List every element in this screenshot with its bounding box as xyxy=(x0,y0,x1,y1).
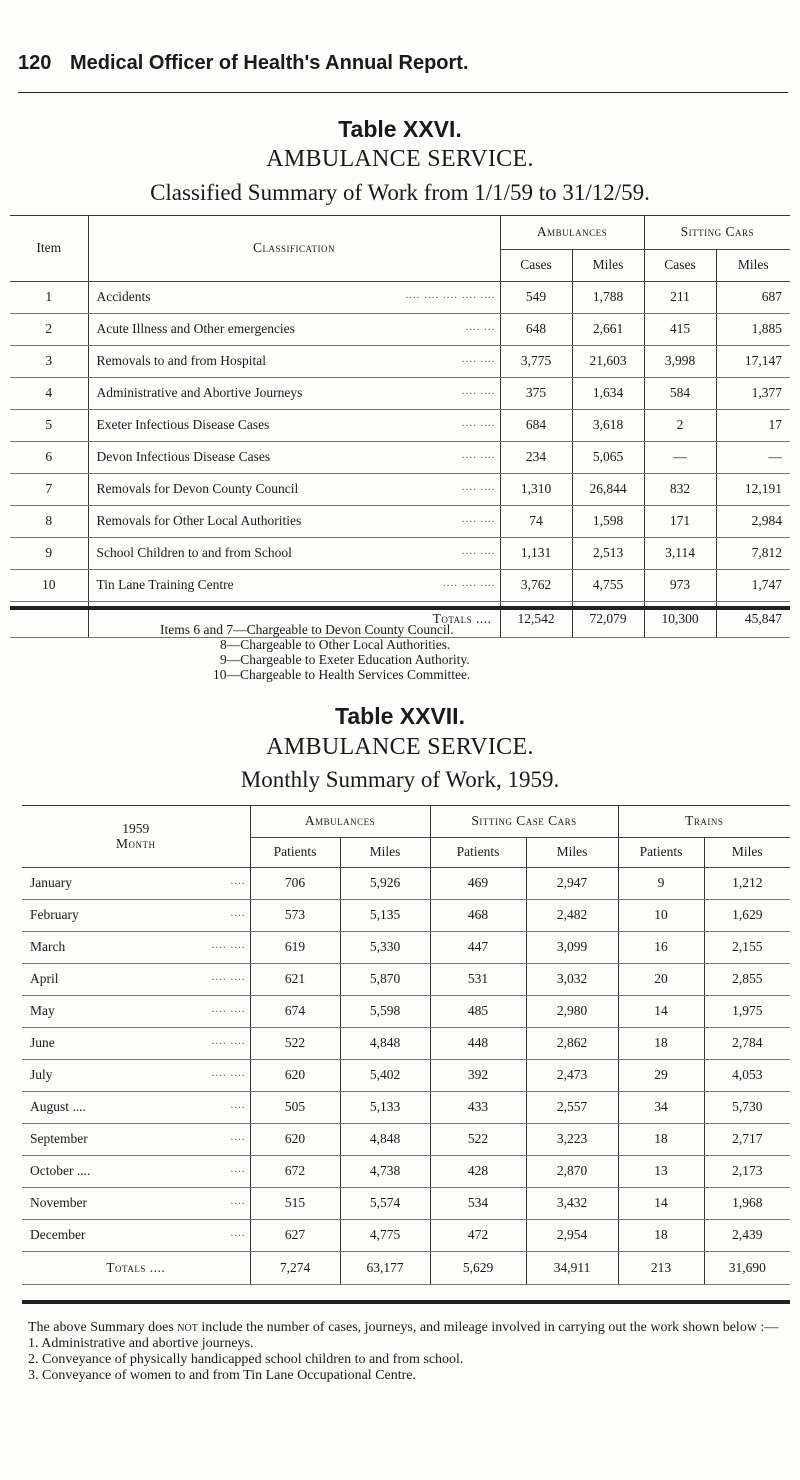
sc-miles-cell: 2,954 xyxy=(526,1219,618,1251)
sc-miles-cell: 1,885 xyxy=(716,313,790,345)
sc-patients-cell: 534 xyxy=(430,1187,526,1219)
tr-miles-cell: 1,629 xyxy=(704,899,790,931)
col-sc-miles-header: Miles xyxy=(716,249,790,281)
amb-miles-cell: 5,598 xyxy=(340,995,430,1027)
amb-miles-cell: 2,661 xyxy=(572,313,644,345)
classification-cell xyxy=(88,313,500,345)
sc-cases-cell: — xyxy=(644,441,716,473)
col-ambulances-header: Ambulances xyxy=(500,215,644,249)
col-amb-patients-header: Patients xyxy=(250,837,340,867)
tr-miles-cell: 2,717 xyxy=(704,1123,790,1155)
sc-miles-cell: 17 xyxy=(716,409,790,441)
table2-row xyxy=(22,1187,790,1219)
table1-row xyxy=(10,569,790,601)
leader-dots: .... .... xyxy=(461,481,496,493)
amb-cases-cell: 1,310 xyxy=(500,473,572,505)
amb-patients-cell: 674 xyxy=(250,995,340,1027)
leader-dots: .... .... xyxy=(461,513,496,525)
note-3: 9—Chargeable to Exeter Education Authority. xyxy=(220,652,470,667)
amb-patients-cell: 672 xyxy=(250,1155,340,1187)
sc-cases-cell: 584 xyxy=(644,377,716,409)
tr-patients-cell: 18 xyxy=(618,1123,704,1155)
amb-patients-cell: 627 xyxy=(250,1219,340,1251)
tr-patients-cell: 13 xyxy=(618,1155,704,1187)
sc-miles-cell: 2,482 xyxy=(526,899,618,931)
totals-label: Totals .... xyxy=(88,601,500,637)
footer-item-2: 2. Conveyance of physically handicapped school children to and from school. xyxy=(28,1352,464,1367)
leader-dots: .... .... xyxy=(211,1067,246,1079)
amb-cases-cell: 549 xyxy=(500,281,572,313)
month-label: October .... xyxy=(30,1163,91,1178)
col-sitting-case-cars-header: Sitting Case Cars xyxy=(430,805,618,837)
amb-cases-cell: 3,775 xyxy=(500,345,572,377)
amb-miles-cell: 1,634 xyxy=(572,377,644,409)
leader-dots: .... .... xyxy=(211,1003,246,1015)
sc-miles-cell: 1,377 xyxy=(716,377,790,409)
month-label: September xyxy=(30,1131,88,1146)
table2-title: AMBULANCE SERVICE. xyxy=(266,734,534,760)
classification-cell xyxy=(88,345,500,377)
tr-miles-cell: 2,784 xyxy=(704,1027,790,1059)
tr-patients-cell: 16 xyxy=(618,931,704,963)
classification-label: Removals for Devon County Council xyxy=(96,481,299,496)
table1-notes xyxy=(160,622,470,682)
table2-totals-row xyxy=(22,1251,790,1284)
col-item-header: Item xyxy=(10,215,88,281)
classification-label: Administrative and Abortive Journeys xyxy=(96,385,303,400)
amb-miles-cell: 4,738 xyxy=(340,1155,430,1187)
sc-patients-cell: 469 xyxy=(430,867,526,899)
leader-dots: .... .... .... .... .... xyxy=(405,289,496,301)
sc-patients-cell: 392 xyxy=(430,1059,526,1091)
sc-patients-cell: 433 xyxy=(430,1091,526,1123)
total-tr-patients: 213 xyxy=(618,1251,704,1284)
amb-miles-cell: 3,618 xyxy=(572,409,644,441)
item-number-cell: 6 xyxy=(10,441,88,473)
month-cell xyxy=(22,867,250,899)
tr-miles-cell: 1,975 xyxy=(704,995,790,1027)
amb-patients-cell: 619 xyxy=(250,931,340,963)
table1-row xyxy=(10,409,790,441)
amb-miles-cell: 4,755 xyxy=(572,569,644,601)
month-cell xyxy=(22,995,250,1027)
sc-miles-cell: 1,747 xyxy=(716,569,790,601)
tr-patients-cell: 34 xyxy=(618,1091,704,1123)
table1-number: Table XXVI. xyxy=(338,116,462,142)
sc-patients-cell: 522 xyxy=(430,1123,526,1155)
month-cell xyxy=(22,1027,250,1059)
amb-patients-cell: 620 xyxy=(250,1059,340,1091)
tr-miles-cell: 1,968 xyxy=(704,1187,790,1219)
tr-patients-cell: 9 xyxy=(618,867,704,899)
note-2: 8—Chargeable to Other Local Authorities. xyxy=(220,637,451,652)
amb-cases-cell: 234 xyxy=(500,441,572,473)
sc-cases-cell: 3,114 xyxy=(644,537,716,569)
col-sc-cases-header: Cases xyxy=(644,249,716,281)
classification-label: School Children to and from School xyxy=(96,545,292,560)
sc-miles-cell: 2,862 xyxy=(526,1027,618,1059)
sc-patients-cell: 428 xyxy=(430,1155,526,1187)
month-cell xyxy=(22,1219,250,1251)
footer-intro-part2: include the number of cases, journeys, and mileage involved in carrying out the work shown below :— xyxy=(201,1320,779,1335)
leader-dots: .... .... xyxy=(461,417,496,429)
note-1: Items 6 and 7—Chargeable to Devon County Council. xyxy=(160,622,454,637)
sc-cases-cell: 3,998 xyxy=(644,345,716,377)
table2 xyxy=(22,805,790,1285)
table2-row xyxy=(22,963,790,995)
table2-row xyxy=(22,1155,790,1187)
col-amb-cases-header: Cases xyxy=(500,249,572,281)
total-tr-miles: 31,690 xyxy=(704,1251,790,1284)
amb-cases-cell: 648 xyxy=(500,313,572,345)
sc-miles-cell: 3,432 xyxy=(526,1187,618,1219)
month-cell xyxy=(22,1155,250,1187)
month-label: May xyxy=(30,1003,55,1018)
table1-row xyxy=(10,345,790,377)
leader-dots: .... .... xyxy=(461,353,496,365)
item-number-cell: 2 xyxy=(10,313,88,345)
tr-patients-cell: 18 xyxy=(618,1027,704,1059)
table2-number: Table XXVII. xyxy=(335,703,465,729)
col-classification-header: Classification xyxy=(88,215,500,281)
month-cell xyxy=(22,899,250,931)
tr-miles-cell: 4,053 xyxy=(704,1059,790,1091)
footer-item-3: 3. Conveyance of women to and from Tin Lane Occupational Centre. xyxy=(28,1368,417,1383)
classification-label: Removals for Other Local Authorities xyxy=(96,513,302,528)
table2-row xyxy=(22,1219,790,1251)
sc-miles-cell: 2,980 xyxy=(526,995,618,1027)
amb-miles-cell: 5,870 xyxy=(340,963,430,995)
table1-row xyxy=(10,441,790,473)
col-tr-miles-header: Miles xyxy=(704,837,790,867)
col-ambulances-header-2: Ambulances xyxy=(250,805,430,837)
col-month-year: 1959 xyxy=(122,820,150,836)
classification-cell xyxy=(88,473,500,505)
month-cell xyxy=(22,1123,250,1155)
amb-patients-cell: 522 xyxy=(250,1027,340,1059)
sc-cases-cell: 832 xyxy=(644,473,716,505)
col-sc-miles-header-2: Miles xyxy=(526,837,618,867)
sc-patients-cell: 448 xyxy=(430,1027,526,1059)
sc-patients-cell: 468 xyxy=(430,899,526,931)
amb-miles-cell: 5,065 xyxy=(572,441,644,473)
footer-item-1: 1. Administrative and abortive journeys. xyxy=(28,1336,254,1351)
amb-miles-cell: 1,598 xyxy=(572,505,644,537)
tr-patients-cell: 18 xyxy=(618,1219,704,1251)
running-title: Medical Officer of Health's Annual Report. xyxy=(70,52,469,74)
sc-cases-cell: 415 xyxy=(644,313,716,345)
table2-row xyxy=(22,931,790,963)
table1-caption: Classified Summary of Work from 1/1/59 to 31/12/59. xyxy=(150,180,650,205)
classification-label: Devon Infectious Disease Cases xyxy=(96,449,271,464)
amb-miles-cell: 4,775 xyxy=(340,1219,430,1251)
amb-cases-cell: 74 xyxy=(500,505,572,537)
amb-miles-cell: 21,603 xyxy=(572,345,644,377)
total-amb-cases: 12,542 xyxy=(500,601,572,637)
table1-row xyxy=(10,313,790,345)
classification-cell xyxy=(88,505,500,537)
totals-label-2: Totals .... xyxy=(22,1251,250,1284)
table2-bottom-rule xyxy=(22,1300,790,1304)
month-label: July xyxy=(30,1067,53,1082)
sc-cases-cell: 973 xyxy=(644,569,716,601)
amb-cases-cell: 684 xyxy=(500,409,572,441)
sc-miles-cell: — xyxy=(716,441,790,473)
table2-row xyxy=(22,867,790,899)
sc-patients-cell: 472 xyxy=(430,1219,526,1251)
item-number-cell: 4 xyxy=(10,377,88,409)
total-amb-patients: 7,274 xyxy=(250,1251,340,1284)
leader-dots: .... .... xyxy=(211,939,246,951)
sc-patients-cell: 485 xyxy=(430,995,526,1027)
sc-cases-cell: 171 xyxy=(644,505,716,537)
sc-miles-cell: 2,473 xyxy=(526,1059,618,1091)
amb-patients-cell: 620 xyxy=(250,1123,340,1155)
table1-row xyxy=(10,505,790,537)
table1-row xyxy=(10,377,790,409)
sc-miles-cell: 3,032 xyxy=(526,963,618,995)
month-cell xyxy=(22,963,250,995)
amb-miles-cell: 26,844 xyxy=(572,473,644,505)
sc-miles-cell: 7,812 xyxy=(716,537,790,569)
note-4: 10—Chargeable to Health Services Committee. xyxy=(213,667,471,682)
amb-miles-cell: 4,848 xyxy=(340,1123,430,1155)
month-label: March xyxy=(30,939,66,954)
amb-cases-cell: 3,762 xyxy=(500,569,572,601)
leader-dots: .... .... xyxy=(211,1035,246,1047)
tr-miles-cell: 2,155 xyxy=(704,931,790,963)
amb-miles-cell: 4,848 xyxy=(340,1027,430,1059)
tr-miles-cell: 1,212 xyxy=(704,867,790,899)
amb-miles-cell: 5,926 xyxy=(340,867,430,899)
amb-cases-cell: 375 xyxy=(500,377,572,409)
leader-dots: .... xyxy=(230,1131,246,1143)
table2-row xyxy=(22,1059,790,1091)
sc-miles-cell: 2,947 xyxy=(526,867,618,899)
leader-dots: .... ... xyxy=(465,321,496,333)
leader-dots: .... .... xyxy=(461,545,496,557)
month-label: February xyxy=(30,907,79,922)
leader-dots: .... .... xyxy=(461,449,496,461)
tr-patients-cell: 10 xyxy=(618,899,704,931)
total-amb-miles-2: 63,177 xyxy=(340,1251,430,1284)
classification-cell xyxy=(88,377,500,409)
leader-dots: .... .... xyxy=(461,385,496,397)
leader-dots: .... .... .... xyxy=(443,577,496,589)
table2-row xyxy=(22,1091,790,1123)
amb-patients-cell: 505 xyxy=(250,1091,340,1123)
table1-row xyxy=(10,473,790,505)
item-number-cell: 5 xyxy=(10,409,88,441)
col-trains-header: Trains xyxy=(618,805,790,837)
month-cell xyxy=(22,1187,250,1219)
amb-miles-cell: 5,402 xyxy=(340,1059,430,1091)
table2-row xyxy=(22,1123,790,1155)
classification-cell xyxy=(88,281,500,313)
total-sc-patients: 5,629 xyxy=(430,1251,526,1284)
amb-patients-cell: 621 xyxy=(250,963,340,995)
total-amb-miles: 72,079 xyxy=(572,601,644,637)
footer-intro-part1: The above Summary does xyxy=(28,1320,174,1335)
tr-patients-cell: 14 xyxy=(618,1187,704,1219)
total-sc-cases: 10,300 xyxy=(644,601,716,637)
table1 xyxy=(10,215,790,638)
table1-row xyxy=(10,281,790,313)
table1-title: AMBULANCE SERVICE. xyxy=(266,146,534,172)
page-header xyxy=(18,52,788,93)
amb-patients-cell: 515 xyxy=(250,1187,340,1219)
table2-row xyxy=(22,899,790,931)
month-cell xyxy=(22,1091,250,1123)
classification-cell xyxy=(88,537,500,569)
sc-miles-cell: 2,984 xyxy=(716,505,790,537)
amb-patients-cell: 706 xyxy=(250,867,340,899)
table2-caption: Monthly Summary of Work, 1959. xyxy=(240,767,560,792)
classification-label: Acute Illness and Other emergencies xyxy=(96,321,295,336)
tr-patients-cell: 20 xyxy=(618,963,704,995)
amb-miles-cell: 5,135 xyxy=(340,899,430,931)
leader-dots: .... xyxy=(230,875,246,887)
amb-miles-cell: 5,330 xyxy=(340,931,430,963)
sc-miles-cell: 3,223 xyxy=(526,1123,618,1155)
month-label: November xyxy=(30,1195,87,1210)
sc-miles-cell: 2,870 xyxy=(526,1155,618,1187)
month-label: December xyxy=(30,1227,86,1242)
col-month-header xyxy=(22,805,250,867)
sc-miles-cell: 3,099 xyxy=(526,931,618,963)
amb-cases-cell: 1,131 xyxy=(500,537,572,569)
tr-patients-cell: 29 xyxy=(618,1059,704,1091)
sc-cases-cell: 2 xyxy=(644,409,716,441)
table1-row xyxy=(10,537,790,569)
amb-patients-cell: 573 xyxy=(250,899,340,931)
col-month-label: Month xyxy=(116,835,156,851)
item-number-cell: 7 xyxy=(10,473,88,505)
classification-label: Accidents xyxy=(96,289,151,304)
leader-dots: .... xyxy=(230,907,246,919)
month-label: January xyxy=(30,875,72,890)
sc-miles-cell: 12,191 xyxy=(716,473,790,505)
sc-miles-cell: 2,557 xyxy=(526,1091,618,1123)
leader-dots: .... xyxy=(230,1163,246,1175)
tr-miles-cell: 5,730 xyxy=(704,1091,790,1123)
amb-miles-cell: 1,788 xyxy=(572,281,644,313)
leader-dots: .... .... xyxy=(211,971,246,983)
col-sitting-cars-header: Sitting Cars xyxy=(644,215,790,249)
amb-miles-cell: 5,574 xyxy=(340,1187,430,1219)
item-number-cell: 1 xyxy=(10,281,88,313)
tr-miles-cell: 2,173 xyxy=(704,1155,790,1187)
table2-row xyxy=(22,995,790,1027)
sc-patients-cell: 531 xyxy=(430,963,526,995)
sc-miles-cell: 17,147 xyxy=(716,345,790,377)
classification-label: Tin Lane Training Centre xyxy=(96,577,234,592)
classification-cell xyxy=(88,409,500,441)
col-amb-miles-header-2: Miles xyxy=(340,837,430,867)
sc-patients-cell: 447 xyxy=(430,931,526,963)
total-sc-miles-2: 34,911 xyxy=(526,1251,618,1284)
tr-miles-cell: 2,855 xyxy=(704,963,790,995)
col-tr-patients-header: Patients xyxy=(618,837,704,867)
month-label: August .... xyxy=(30,1099,86,1114)
classification-label: Removals to and from Hospital xyxy=(96,353,266,368)
footer-note xyxy=(28,1320,788,1384)
item-number-cell: 8 xyxy=(10,505,88,537)
table2-row xyxy=(22,1027,790,1059)
leader-dots: .... xyxy=(230,1195,246,1207)
classification-cell xyxy=(88,441,500,473)
item-number-cell: 3 xyxy=(10,345,88,377)
month-label: April xyxy=(30,971,59,986)
page-number: 120 xyxy=(18,52,52,74)
tr-miles-cell: 2,439 xyxy=(704,1219,790,1251)
leader-dots: .... xyxy=(230,1099,246,1111)
col-sc-patients-header: Patients xyxy=(430,837,526,867)
table1-bottom-rule xyxy=(10,606,790,610)
tr-patients-cell: 14 xyxy=(618,995,704,1027)
footer-not-word: not xyxy=(177,1320,198,1335)
leader-dots: .... xyxy=(230,1227,246,1239)
classification-label: Exeter Infectious Disease Cases xyxy=(96,417,270,432)
amb-miles-cell: 2,513 xyxy=(572,537,644,569)
item-number-cell: 9 xyxy=(10,537,88,569)
sc-miles-cell: 687 xyxy=(716,281,790,313)
sc-cases-cell: 211 xyxy=(644,281,716,313)
classification-cell xyxy=(88,569,500,601)
month-cell xyxy=(22,1059,250,1091)
month-label: June xyxy=(30,1035,55,1050)
col-amb-miles-header: Miles xyxy=(572,249,644,281)
month-cell xyxy=(22,931,250,963)
total-sc-miles: 45,847 xyxy=(716,601,790,637)
amb-miles-cell: 5,133 xyxy=(340,1091,430,1123)
item-number-cell: 10 xyxy=(10,569,88,601)
